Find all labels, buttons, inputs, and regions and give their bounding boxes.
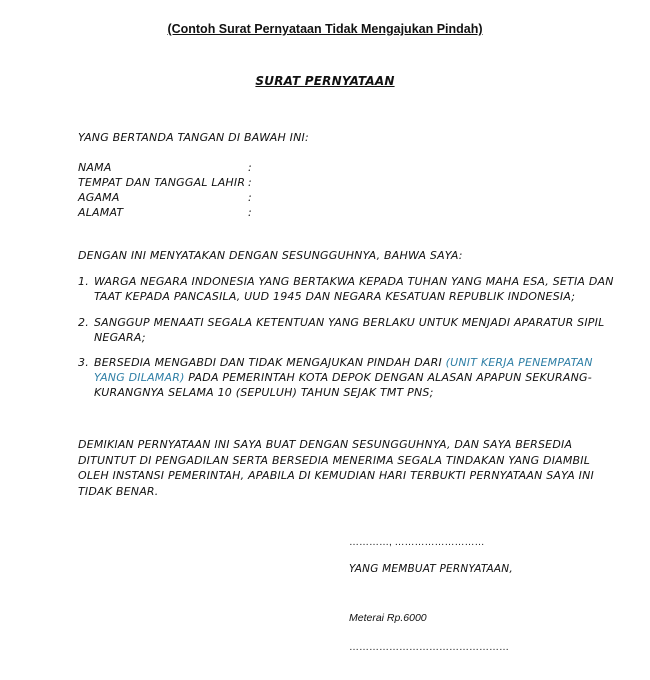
item-line xyxy=(94,370,594,385)
closing-line: OLEH INSTANSI PEMERINTAH, APABILA DI KEMUDIAN HARI TERBUKTI PERNYATAAN SAYA INI xyxy=(78,469,594,482)
list-item xyxy=(94,274,614,304)
field-colon: : xyxy=(248,191,252,204)
item-line: NEGARA; xyxy=(94,331,146,344)
item-text-segment: PADA PEMERINTAH KOTA DEPOK DENGAN ALASAN APAPUN SEKURANG- xyxy=(184,371,592,384)
item-line: TAAT KEPADA PANCASILA, UUD 1945 DAN NEGARA KESATUAN REPUBLIK INDONESIA; xyxy=(94,290,576,303)
closing-line: DEMIKIAN PERNYATAAN INI SAYA BUAT DENGAN SESUNGGUHNYA, DAN SAYA BERSEDIA xyxy=(78,438,573,451)
document-title: SURAT PERNYATAAN xyxy=(255,74,395,88)
field-colon: : xyxy=(248,161,252,174)
item-line: SANGGUP MENAATI SEGALA KETENTUAN YANG BERLAKU UNTUK MENJADI APARATUR SIPIL xyxy=(94,316,605,329)
item-number: 1. xyxy=(78,275,89,288)
signature-name-line: ………………………………………… xyxy=(349,642,509,653)
field-label-alamat: ALAMAT xyxy=(78,206,124,219)
stamp-duty-label: Meterai Rp.6000 xyxy=(349,612,427,624)
field-label-agama: AGAMA xyxy=(78,191,120,204)
closing-line: TIDAK BENAR. xyxy=(78,484,159,498)
declaration-intro: DENGAN INI MENYATAKAN DENGAN SESUNGGUHNYA, BAHWA SAYA: xyxy=(78,249,463,262)
placeholder-unit-kerja: (UNIT KERJA PENEMPATAN xyxy=(445,356,593,369)
item-number: 3. xyxy=(78,356,89,369)
field-colon: : xyxy=(248,176,252,189)
intro-text: YANG BERTANDA TANGAN DI BAWAH INI: xyxy=(78,131,309,144)
field-label-ttl: TEMPAT DAN TANGGAL LAHIR xyxy=(78,176,246,189)
list-item xyxy=(94,355,594,400)
place-date-line: …………, ……………………… xyxy=(349,537,485,548)
closing-paragraph xyxy=(78,437,594,499)
item-line xyxy=(94,355,594,370)
list-item xyxy=(94,315,605,345)
signer-caption: YANG MEMBUAT PERNYATAAN, xyxy=(349,563,513,575)
placeholder-unit-kerja: YANG DILAMAR) xyxy=(94,371,185,384)
item-number: 2. xyxy=(78,316,89,329)
field-colon: : xyxy=(248,206,252,219)
item-line: WARGA NEGARA INDONESIA YANG BERTAKWA KEPADA TUHAN YANG MAHA ESA, SETIA DAN xyxy=(94,275,614,288)
closing-line: DITUNTUT DI PENGADILAN SERTA BERSEDIA MENERIMA SEGALA TINDAKAN YANG DIAMBIL xyxy=(78,453,591,467)
field-label-nama: NAMA xyxy=(78,161,112,174)
item-line: KURANGNYA SELAMA 10 (SEPULUH) TAHUN SEJAK TMT PNS; xyxy=(94,386,434,399)
example-title: (Contoh Surat Pernyataan Tidak Mengajukan Pindah) xyxy=(167,22,483,36)
item-text-segment: BERSEDIA MENGABDI DAN TIDAK MENGAJUKAN PINDAH DARI xyxy=(94,356,446,369)
